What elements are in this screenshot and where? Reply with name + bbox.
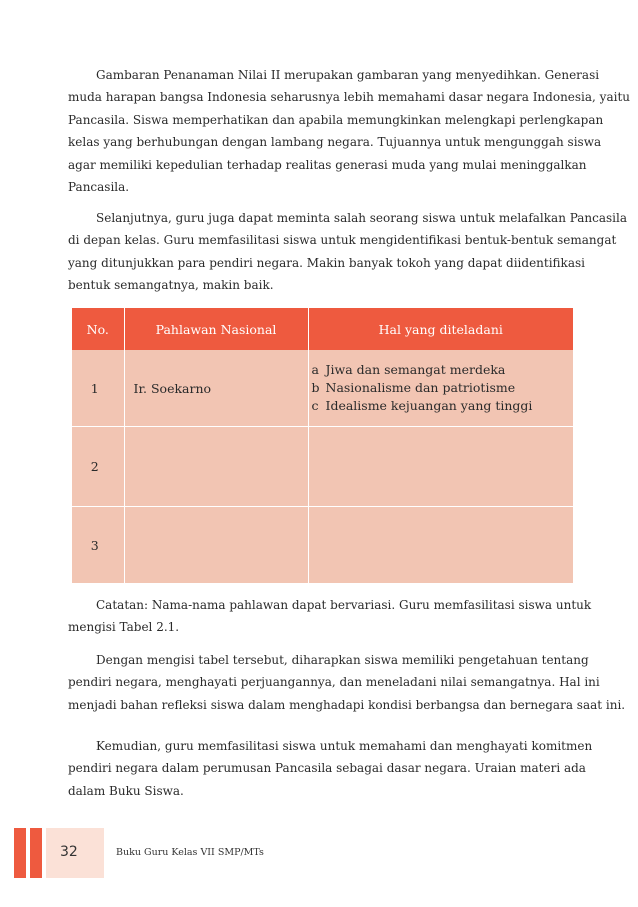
- cell-hal-diteladani: [308, 507, 573, 584]
- text-line: pendiri negara, menghayati perjuangannya, dan meneladani nilai semangatnya. Hal ini: [68, 675, 600, 690]
- header-pahlawan-nasional: Pahlawan Nasional: [124, 308, 308, 350]
- text-line: menjadi bahan refleksi siswa dalam menghadapi kondisi berbangsa dan bernegara saat ini.: [68, 697, 626, 712]
- item-key: b: [311, 380, 320, 395]
- item-text: Idealisme kejuangan yang tinggi: [325, 398, 533, 413]
- page-footer: [0, 828, 638, 878]
- cell-hal-diteladani: [308, 427, 573, 507]
- text-line: yang ditunjukkan para pendiri negara. Makin banyak tokoh yang dapat diidentifikasi: [68, 255, 585, 270]
- text-line: agar memiliki kepedulian terhadap realitas generasi muda yang mulai meninggalkan: [68, 157, 587, 172]
- text-line: kelas yang berhubungan dengan lambang negara. Tujuannya untuk mengunggah siswa: [68, 135, 602, 150]
- text-line: Pancasila.: [68, 180, 130, 195]
- text-line: Catatan: Nama-nama pahlawan dapat bervariasi. Guru memfasilitasi siswa untuk: [96, 598, 592, 612]
- table-row: [72, 427, 573, 507]
- text-line: Selanjutnya, guru juga dapat meminta salah seorang siswa untuk melafalkan Pancasila: [96, 211, 628, 225]
- item-key: a: [311, 362, 319, 377]
- footer-accent-bar: [14, 828, 26, 878]
- table-header-row: [72, 308, 573, 350]
- cell-hal-diteladani: [308, 350, 573, 427]
- qualities-list: [309, 361, 574, 415]
- paragraph-komitmen: [68, 735, 593, 802]
- paragraph-refleksi: [68, 649, 626, 716]
- list-item: [312, 379, 574, 397]
- book-title: Buku Guru Kelas VII SMP/MTs: [116, 847, 264, 858]
- table-row: [72, 507, 573, 584]
- text-line: mengisi Tabel 2.1.: [68, 620, 180, 635]
- text-line: Pancasila. Siswa memperhatikan dan apabila memungkinkan melengkapi perlengkapan: [68, 112, 604, 127]
- header-no: No.: [72, 308, 124, 350]
- text-line: dalam Buku Siswa.: [68, 783, 184, 798]
- footer-accent-bar: [30, 828, 42, 878]
- text-line: Dengan mengisi tabel tersebut, diharapkan siswa memiliki pengetahuan tentang: [96, 653, 589, 667]
- header-hal-yang-diteladani: Hal yang diteladani: [308, 308, 573, 350]
- cell-pahlawan: [124, 507, 308, 584]
- item-text: Nasionalisme dan patriotisme: [325, 380, 516, 395]
- list-item: [312, 397, 574, 415]
- paragraph-catatan: [68, 594, 592, 639]
- text-line: Gambaran Penanaman Nilai II merupakan gambaran yang menyedihkan. Generasi: [96, 68, 600, 82]
- item-key: c: [311, 398, 319, 413]
- list-item: [312, 361, 574, 379]
- cell-pahlawan: [124, 427, 308, 507]
- text-line: di depan kelas. Guru memfasilitasi siswa untuk mengidentifikasi bentuk-bentuk semangat: [68, 233, 617, 248]
- page-number: 32: [60, 844, 78, 860]
- cell-no: 2: [72, 427, 124, 507]
- paragraph-penanaman-nilai: [68, 64, 631, 198]
- paragraph-melafalkan-pancasila: [68, 207, 628, 297]
- text-line: bentuk semangatnya, makin baik.: [68, 278, 274, 293]
- table-row: [72, 350, 573, 427]
- cell-no: 3: [72, 507, 124, 584]
- text-line: Kemudian, guru memfasilitasi siswa untuk memahami dan menghayati komitmen: [96, 739, 593, 753]
- item-text: Jiwa dan semangat merdeka: [325, 362, 506, 377]
- text-line: muda harapan bangsa Indonesia seharusnya lebih memahami dasar negara Indonesia, yaitu: [68, 90, 631, 105]
- cell-no: 1: [72, 350, 124, 427]
- cell-pahlawan: Ir. Soekarno: [124, 350, 308, 427]
- text-line: pendiri negara dalam perumusan Pancasila sebagai dasar negara. Uraian materi ada: [68, 761, 586, 776]
- pahlawan-table: [72, 308, 573, 584]
